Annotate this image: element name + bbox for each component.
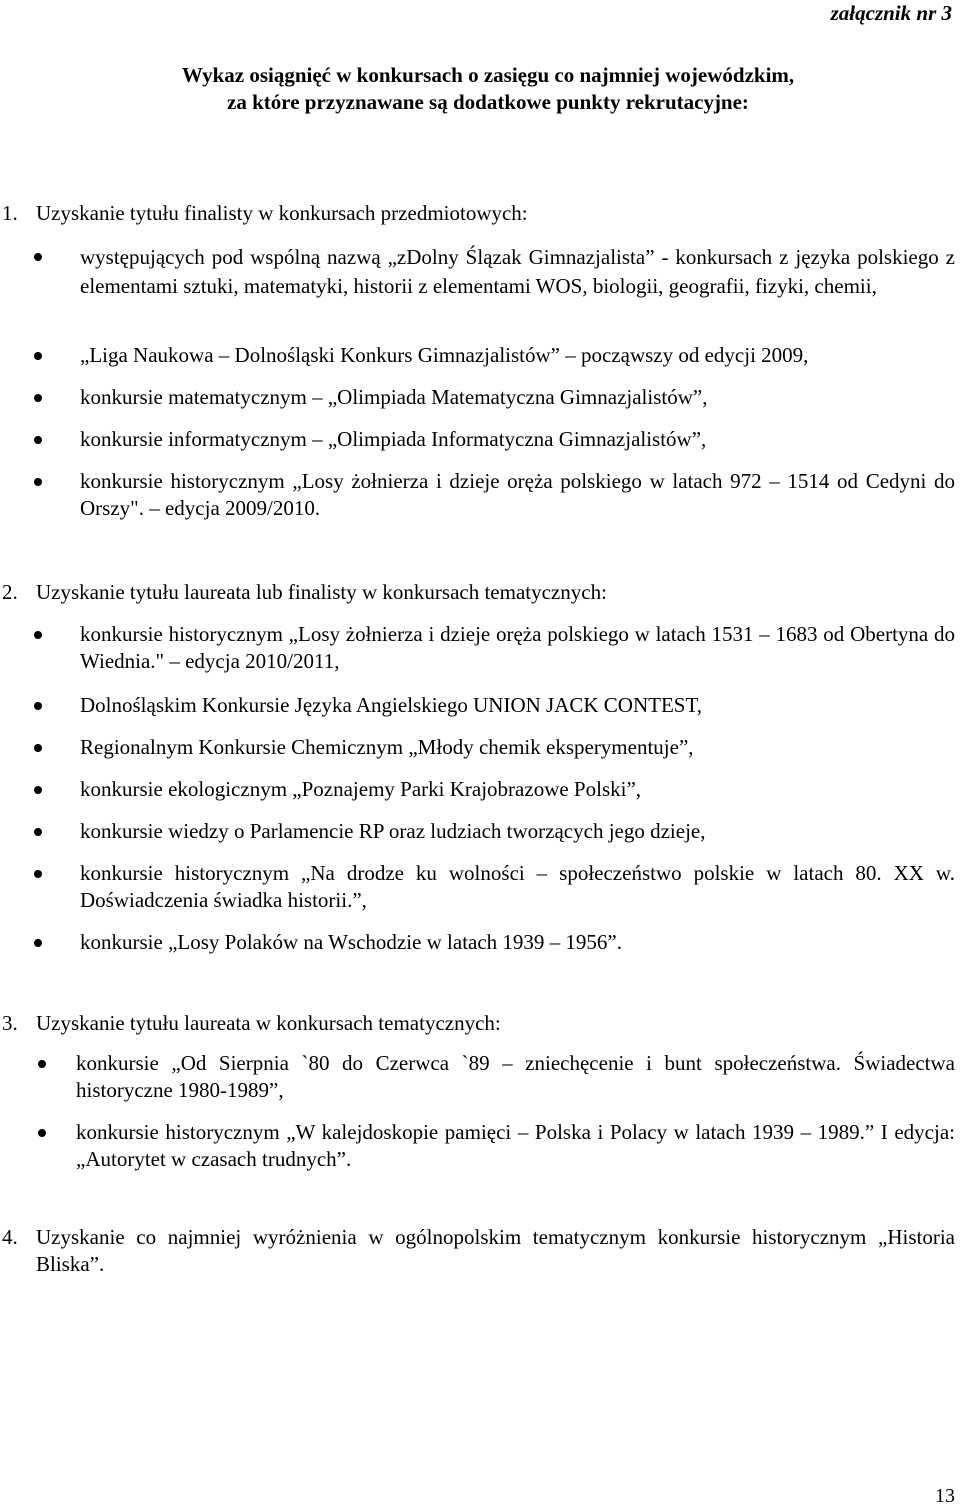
list-item-text: Regionalnym Konkursie Chemicznym „Młody chemik eksperymentuje”, xyxy=(80,735,694,759)
list-item-text: konkursie informatycznym – „Olimpiada Informatyczna Gimnazjalistów”, xyxy=(80,427,707,451)
page-number: 13 xyxy=(935,1485,955,1507)
list-item-text: konkursie historycznym „Losy żołnierza i dzieje oręża polskiego w latach 1531 – 1683 od Obertyna do Wiednia." – edycja 2010/2011, xyxy=(80,622,955,673)
section-number: 3. xyxy=(2,1011,18,1035)
list-item-text: występujących pod wspólną nazwą „zDolny Ślązak Gimnazjalista” - konkursach z języka polskiego z elementami sztuki, matematyki, historii z elementami WOS, biologii, geografii, fizyki, chemii, xyxy=(80,245,955,298)
bullet-icon xyxy=(34,828,42,836)
section-heading-text: Uzyskanie tytułu laureata w konkursach tematycznych: xyxy=(36,1011,501,1035)
bullet-icon xyxy=(34,744,42,752)
list-item-text: konkursie „Losy Polaków na Wschodzie w latach 1939 – 1956”. xyxy=(80,930,622,954)
bullet-icon xyxy=(38,1060,46,1068)
list-item-text: „Liga Naukowa – Dolnośląski Konkurs Gimnazjalistów” – począwszy od edycji 2009, xyxy=(80,343,809,367)
list-item-text: konkursie wiedzy o Parlamencie RP oraz ludziach tworzących jego dzieje, xyxy=(80,819,706,843)
bullet-icon xyxy=(34,786,42,794)
list-item-text: Dolnośląskim Konkursie Języka Angielskiego UNION JACK CONTEST, xyxy=(80,693,702,717)
list-item-text: konkursie ekologicznym „Poznajemy Parki Krajobrazowe Polski”, xyxy=(80,777,642,801)
list-item-text: konkursie historycznym „Losy żołnierza i dzieje oręża polskiego w latach 972 – 1514 od Cedyni do Orszy". – edycja 2009/2010. xyxy=(80,469,955,520)
bullet-icon xyxy=(34,352,42,360)
section-number: 4. xyxy=(2,1225,18,1249)
list-item-text: konkursie „Od Sierpnia `80 do Czerwca `89 – zniechęcenie i bunt społeczeństwa. Świadectwa historyczne 1980-1989”, xyxy=(76,1051,955,1102)
section-number: 2. xyxy=(2,580,18,604)
section-heading-text: Uzyskanie tytułu finalisty w konkursach przedmiotowych: xyxy=(36,201,528,225)
title-line-1: Wykaz osiągnięć w konkursach o zasięgu co najmniej wojewódzkim, xyxy=(181,63,795,87)
bullet-icon xyxy=(34,478,42,486)
bullet-icon xyxy=(38,1129,46,1137)
bullet-icon xyxy=(34,631,42,639)
bullet-icon xyxy=(34,939,42,947)
section-heading-text: Uzyskanie tytułu laureata lub finalisty w konkursach tematycznych: xyxy=(36,580,607,604)
bullet-icon xyxy=(34,870,42,878)
page-title xyxy=(0,62,960,116)
section-heading-text: Uzyskanie co najmniej wyróżnienia w ogólnopolskim tematycznym konkursie historycznym „Historia Bliska”. xyxy=(36,1225,955,1276)
bullet-icon xyxy=(34,436,42,444)
annex-label: załącznik nr 3 xyxy=(830,1,952,25)
title-line-2: za które przyznawane są dodatkowe punkty rekrutacyjne: xyxy=(227,90,749,114)
list-item-text: konkursie matematycznym – „Olimpiada Matematyczna Gimnazjalistów”, xyxy=(80,385,708,409)
section-number: 1. xyxy=(2,201,18,225)
list-item-text: konkursie historycznym „W kalejdoskopie pamięci – Polska i Polacy w latach 1939 – 1989.” I edycja: „Autorytet w czasach trudnych”. xyxy=(76,1120,955,1171)
bullet-icon xyxy=(34,394,42,402)
bullet-icon xyxy=(34,702,42,710)
list-item-text: konkursie historycznym „Na drodze ku wolności – społeczeństwo polskie w latach 80. XX w. Doświadczenia świadka historii.”, xyxy=(80,861,955,912)
bullet-icon xyxy=(34,253,42,261)
